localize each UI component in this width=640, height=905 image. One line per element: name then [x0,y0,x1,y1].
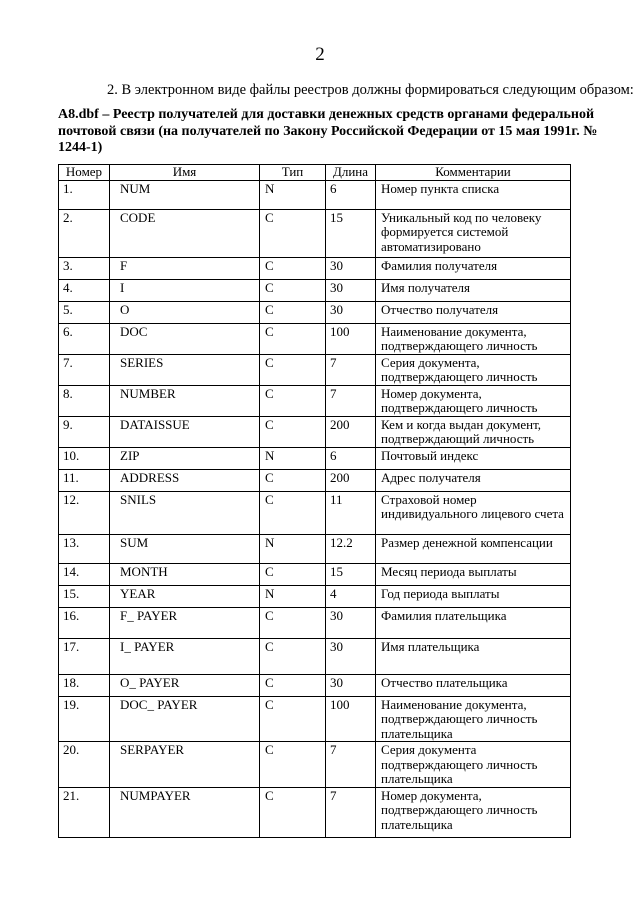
field-type: C [260,385,326,416]
row-number: 3. [59,257,110,279]
field-comment: Имя получателя [376,279,571,301]
row-number: 6. [59,323,110,354]
field-length: 6 [326,180,376,209]
field-length: 200 [326,416,376,447]
table-row [59,585,571,607]
field-length: 100 [326,696,376,742]
field-type: C [260,209,326,257]
row-number: 17. [59,638,110,674]
header-name: Имя [110,165,260,181]
table-row [59,742,571,788]
field-name: DOC [110,323,260,354]
table-row [59,563,571,585]
row-number: 21. [59,787,110,837]
field-comment: Кем и когда выдан документ, подтверждающий личность [376,416,571,447]
table-row [59,787,571,837]
field-type: C [260,563,326,585]
field-type: C [260,607,326,638]
field-type: C [260,469,326,491]
field-comment: Серия документа, подтверждающего личность [376,354,571,385]
row-number: 1. [59,180,110,209]
table-row [59,385,571,416]
field-length: 30 [326,301,376,323]
field-length: 7 [326,354,376,385]
table-row [59,607,571,638]
field-length: 15 [326,563,376,585]
row-number: 18. [59,674,110,696]
table-row [59,301,571,323]
field-comment: Имя плательщика [376,638,571,674]
field-name: SERIES [110,354,260,385]
field-type: C [260,257,326,279]
row-number: 4. [59,279,110,301]
row-number: 13. [59,534,110,563]
row-number: 10. [59,447,110,469]
registry-table [58,164,571,838]
table-row [59,257,571,279]
header-number: Номер [59,165,110,181]
field-length: 100 [326,323,376,354]
field-comment: Месяц периода выплаты [376,563,571,585]
row-number: 11. [59,469,110,491]
field-type: C [260,323,326,354]
field-name: F [110,257,260,279]
row-number: 7. [59,354,110,385]
row-number: 20. [59,742,110,788]
field-name: SUM [110,534,260,563]
field-name: MONTH [110,563,260,585]
field-name: I_ PAYER [110,638,260,674]
field-length: 11 [326,491,376,534]
table-row [59,696,571,742]
field-comment: Фамилия плательщика [376,607,571,638]
row-number: 12. [59,491,110,534]
field-type: N [260,180,326,209]
field-name: SNILS [110,491,260,534]
field-type: C [260,301,326,323]
intro-paragraph: 2. В электронном виде файлы реестров должны формироваться следующим образом: [107,82,634,98]
field-name: DOC_ PAYER [110,696,260,742]
field-length: 7 [326,742,376,788]
field-type: C [260,354,326,385]
field-length: 7 [326,385,376,416]
field-length: 7 [326,787,376,837]
table-row [59,469,571,491]
field-name: ADDRESS [110,469,260,491]
field-length: 30 [326,607,376,638]
table-row [59,638,571,674]
field-comment: Адрес получателя [376,469,571,491]
field-length: 15 [326,209,376,257]
field-name: NUMBER [110,385,260,416]
field-type: C [260,279,326,301]
field-name: ZIP [110,447,260,469]
field-comment: Номер документа, подтверждающего личность [376,385,571,416]
field-name: DATAISSUE [110,416,260,447]
field-comment: Наименование документа, подтверждающего личность [376,323,571,354]
field-name: F_ PAYER [110,607,260,638]
table-row [59,180,571,209]
row-number: 9. [59,416,110,447]
row-number: 8. [59,385,110,416]
field-length: 6 [326,447,376,469]
table-row [59,491,571,534]
table-row [59,279,571,301]
field-length: 30 [326,279,376,301]
field-name: O_ PAYER [110,674,260,696]
section-heading: А8.dbf – Реестр получателей для доставки денежных средств органами федеральной почтовой связи (на получателей по Закону Российской Федерации от 15 мая 1991г. № 1244-1) [58,107,598,155]
field-name: NUMPAYER [110,787,260,837]
field-type: C [260,491,326,534]
field-comment: Фамилия получателя [376,257,571,279]
field-type: C [260,674,326,696]
page-number: 2 [315,44,325,65]
field-comment: Номер документа, подтверждающего личность плательщика [376,787,571,837]
header-comments: Комментарии [376,165,571,181]
field-length: 200 [326,469,376,491]
field-type: C [260,696,326,742]
field-name: I [110,279,260,301]
field-comment: Уникальный код по человеку формируется системой автоматизировано [376,209,571,257]
field-comment: Отчество плательщика [376,674,571,696]
field-comment: Номер пункта списка [376,180,571,209]
row-number: 16. [59,607,110,638]
field-length: 30 [326,638,376,674]
field-comment: Серия документа подтверждающего личность плательщика [376,742,571,788]
row-number: 15. [59,585,110,607]
row-number: 5. [59,301,110,323]
row-number: 14. [59,563,110,585]
field-comment: Размер денежной компенсации [376,534,571,563]
field-comment: Наименование документа, подтверждающего личность плательщика [376,696,571,742]
header-length: Длина [326,165,376,181]
field-name: CODE [110,209,260,257]
header-type: Тип [260,165,326,181]
field-comment: Почтовый индекс [376,447,571,469]
table-header-row [59,165,571,181]
table-row [59,209,571,257]
field-length: 30 [326,674,376,696]
field-type: N [260,585,326,607]
field-type: N [260,534,326,563]
field-name: O [110,301,260,323]
field-name: YEAR [110,585,260,607]
table-row [59,323,571,354]
row-number: 2. [59,209,110,257]
field-length: 4 [326,585,376,607]
row-number: 19. [59,696,110,742]
field-comment: Страховой номер индивидуального лицевого счета [376,491,571,534]
table-row [59,354,571,385]
field-length: 12.2 [326,534,376,563]
field-type: N [260,447,326,469]
field-comment: Год периода выплаты [376,585,571,607]
field-length: 30 [326,257,376,279]
field-type: C [260,638,326,674]
field-comment: Отчество получателя [376,301,571,323]
table-row [59,534,571,563]
field-type: C [260,787,326,837]
table-row [59,416,571,447]
field-type: C [260,416,326,447]
field-type: C [260,742,326,788]
field-name: SERPAYER [110,742,260,788]
field-name: NUM [110,180,260,209]
table-row [59,674,571,696]
table-row [59,447,571,469]
